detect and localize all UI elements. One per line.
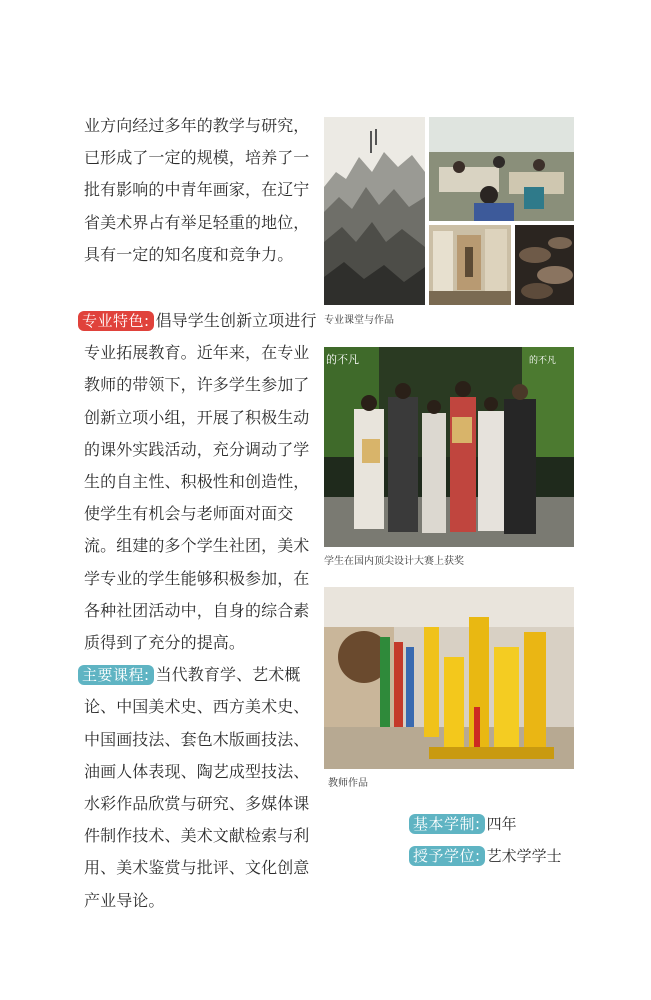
duration-row <box>409 813 517 834</box>
duration-tag: 基本学制: <box>409 814 485 834</box>
banner-text-right: 的不凡 <box>529 356 557 366</box>
art-supplies-photo <box>429 225 511 305</box>
course-paragraph <box>84 659 320 917</box>
classroom-photo <box>429 117 574 221</box>
banner-text-left: 的不凡 <box>326 353 359 366</box>
feature-paragraph <box>84 305 320 659</box>
feature-tag: 专业特色: <box>78 311 154 331</box>
caption-teacher-works: 教师作品 <box>328 778 368 789</box>
course-tag: 主要课程: <box>78 665 154 685</box>
landscape-painting-photo <box>324 117 425 305</box>
feature-text: 倡导学生创新立项进行专业拓展教育。近年来，在专业教师的带领下，许多学生参加了创新立项小组，开展了积极生动的课外实践活动，充分调动了学生的自主性、积极性和创造性，使学生有机会与老师面对面交流。组建的多个学生社团，美术学专业的学生能够积极参加，在各种社团活动中，自身的综合素质得到了充分的提高。 <box>84 311 317 653</box>
caption-award: 学生在国内顶尖设计大赛上获奖 <box>324 556 464 567</box>
intro-paragraph: 业方向经过多年的教学与研究，已形成了一定的规模，培养了一批有影响的中青年画家，在辽宁省美术界占有举足轻重的地位，具有一定的知名度和竞争力。 <box>84 116 310 264</box>
caption-class-works: 专业课堂与作品 <box>324 315 394 326</box>
course-text: 当代教育学、艺术概论、中国美术史、西方美术史、中国画技法、套色木版画技法、油画人体表现、陶艺成型技法、水彩作品欣赏与研究、多媒体课件制作技术、美术文献检索与利用、美术鉴赏与批评、文化创意产业导论。 <box>84 665 310 910</box>
award-photo <box>324 347 574 547</box>
left-column <box>84 110 320 917</box>
duration-value: 四年 <box>486 815 517 833</box>
degree-row <box>409 845 562 866</box>
degree-tag: 授予学位: <box>409 846 485 866</box>
degree-value: 艺术学学士 <box>486 847 562 865</box>
sculpture-photo <box>324 587 574 769</box>
ceramics-photo <box>515 225 574 305</box>
